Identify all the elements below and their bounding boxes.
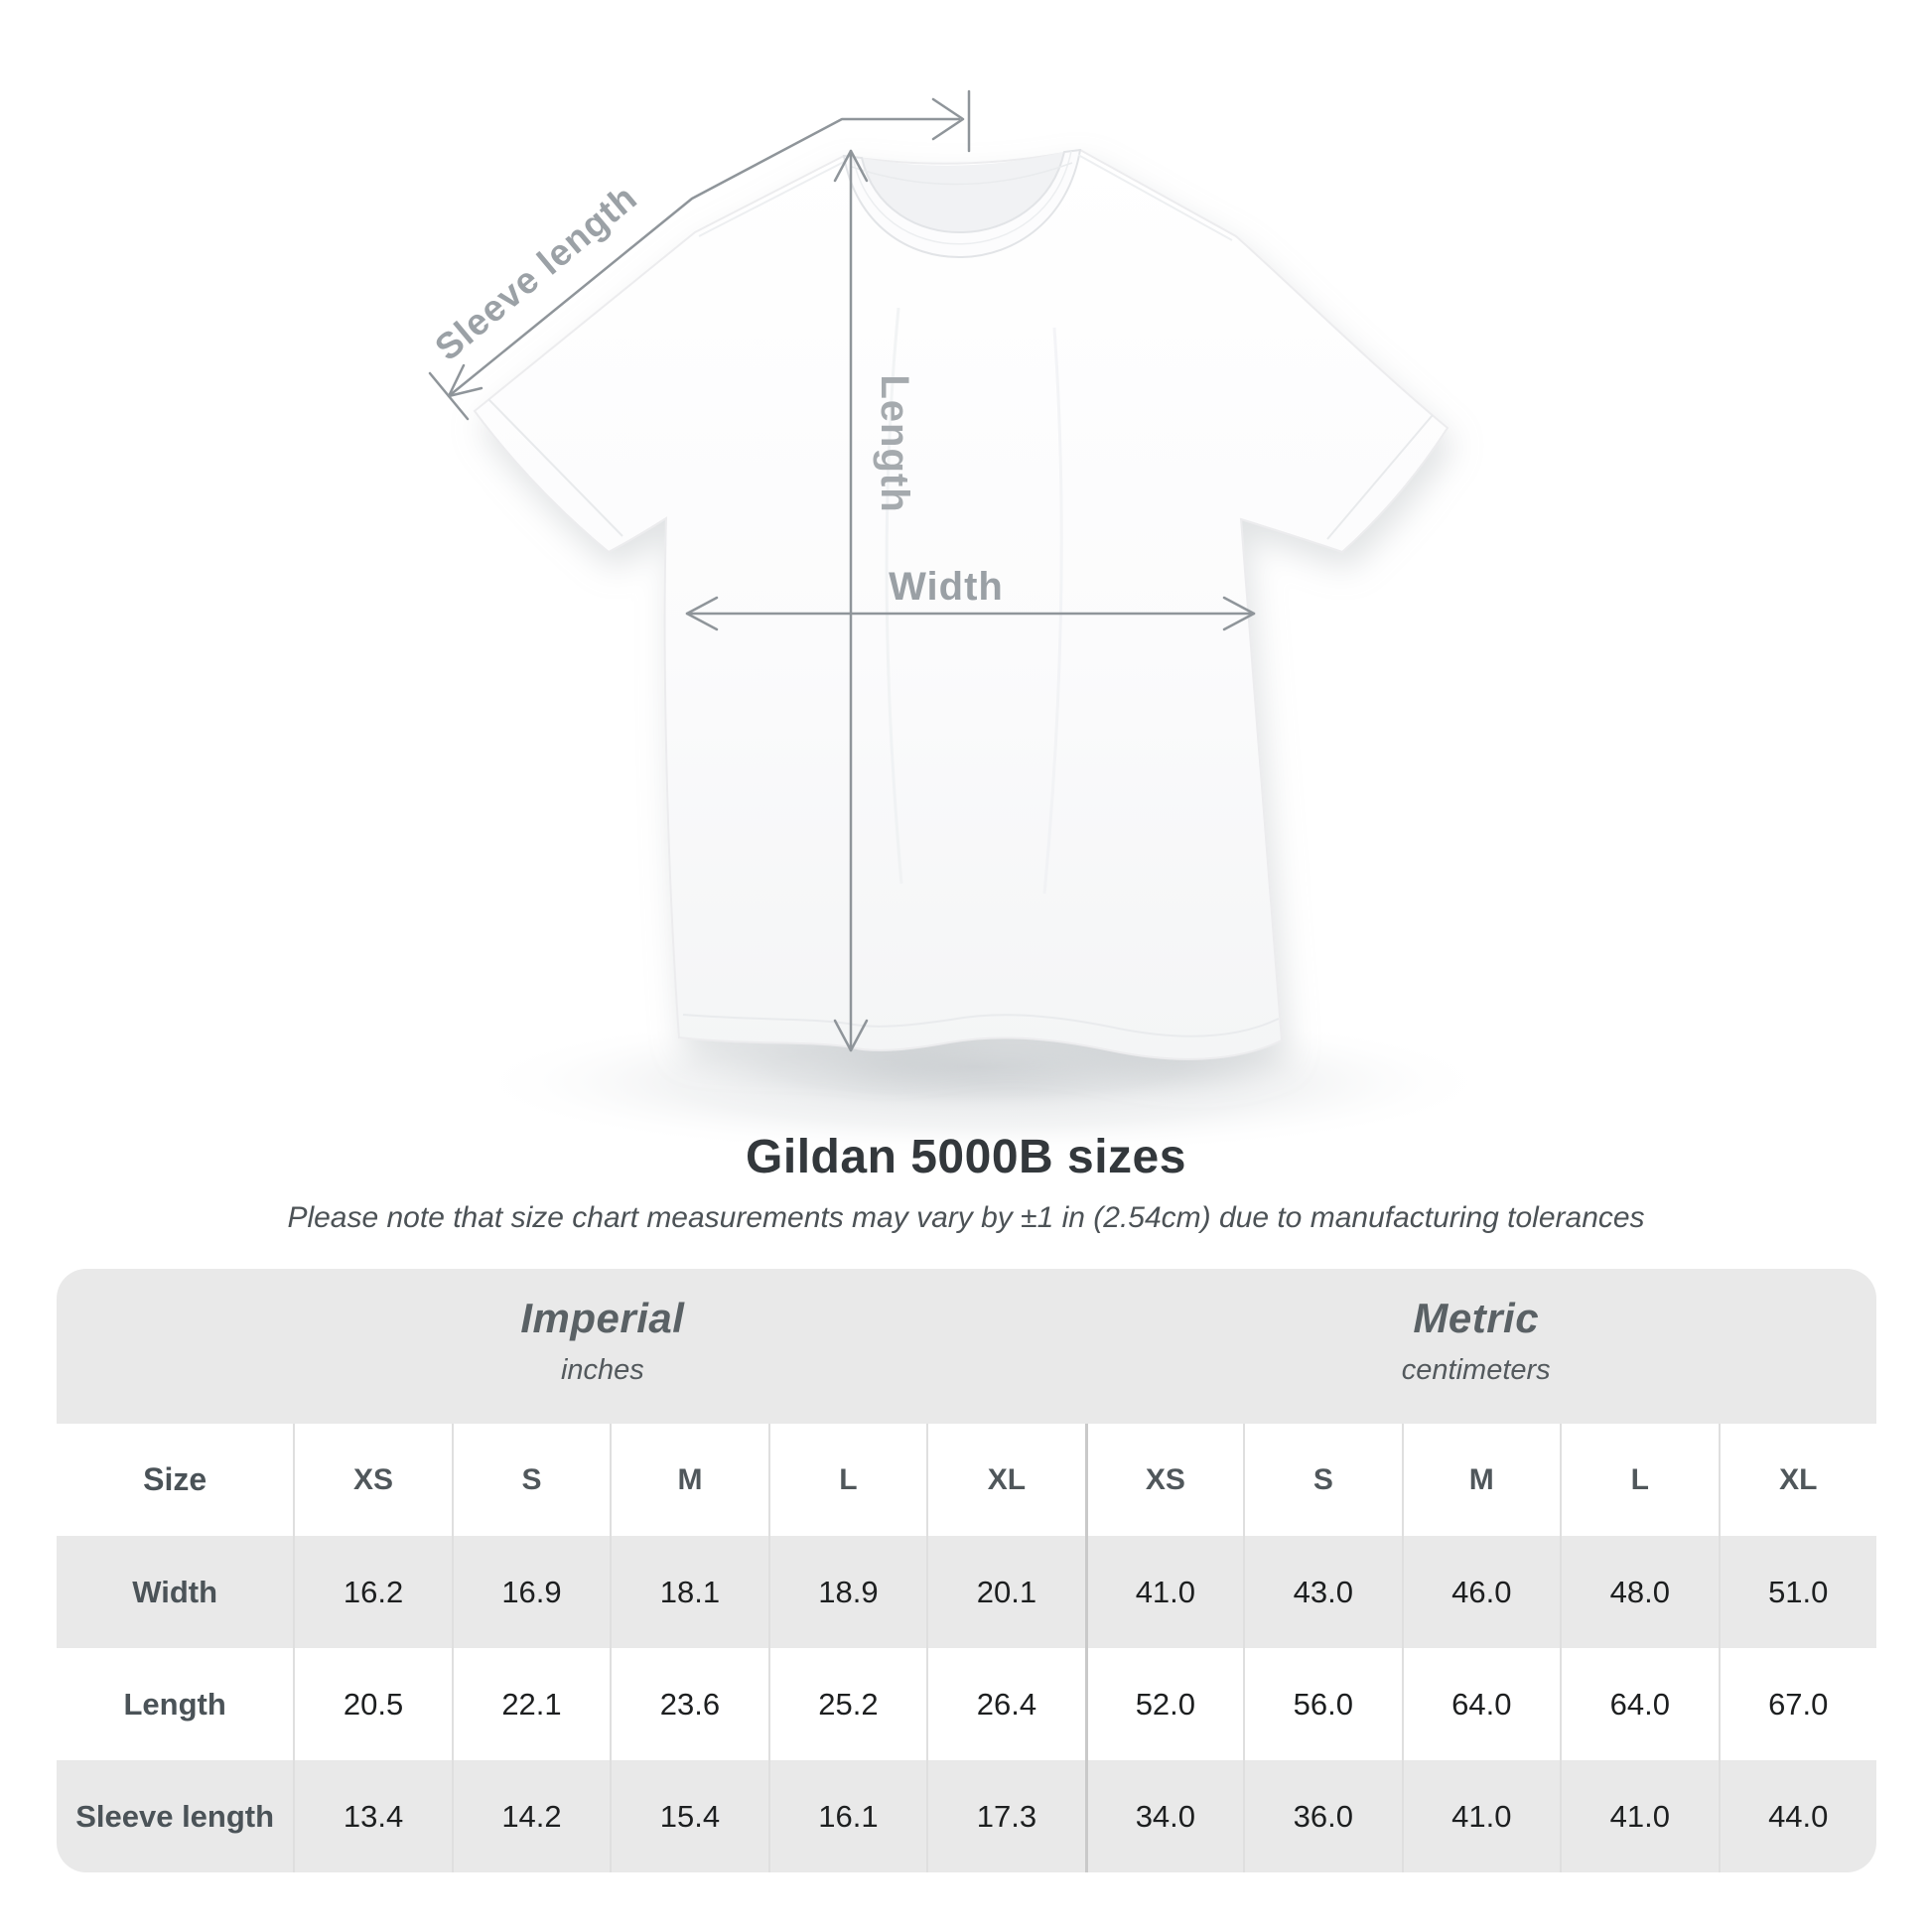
table-row-length (57, 1648, 1876, 1760)
row-label: Length (123, 1686, 226, 1722)
imperial-unit: inches (560, 1354, 644, 1386)
units-band (57, 1269, 1876, 1424)
table-cell: 16.2 (293, 1536, 451, 1648)
size-table (57, 1269, 1876, 1872)
table-cell: 23.6 (610, 1648, 767, 1760)
unit-group-metric (1402, 1269, 1551, 1387)
table-row-width (57, 1536, 1876, 1648)
row-label: Width (132, 1574, 218, 1609)
table-cell: 43.0 (1243, 1536, 1401, 1648)
page-subtitle: Please note that size chart measurements may vary by ±1 in (2.54cm) due to manufacturing tolerances (287, 1201, 1645, 1234)
table-cell: 56.0 (1243, 1648, 1401, 1760)
size-col-header: XS (1085, 1424, 1243, 1536)
table-cell: 41.0 (1402, 1760, 1560, 1872)
size-header-cell: Size (143, 1461, 207, 1497)
table-cell: 48.0 (1560, 1536, 1718, 1648)
size-col-header: XL (926, 1424, 1084, 1536)
sleeve-length-label: Sleeve length (427, 176, 645, 368)
table-cell: 20.1 (926, 1536, 1084, 1648)
table-cell: 52.0 (1085, 1648, 1243, 1760)
table-cell: 14.2 (452, 1760, 610, 1872)
table-cell: 41.0 (1085, 1536, 1243, 1648)
table-cell: 64.0 (1402, 1648, 1560, 1760)
unit-group-imperial (520, 1269, 684, 1387)
table-header-row (57, 1424, 1876, 1536)
table-cell: 67.0 (1719, 1648, 1876, 1760)
table-cell: 18.1 (610, 1536, 767, 1648)
table-cell: 20.5 (293, 1648, 451, 1760)
table-cell: 18.9 (768, 1536, 926, 1648)
width-label: Width (889, 565, 1004, 609)
length-label: Length (873, 374, 916, 513)
table-cell: 17.3 (926, 1760, 1084, 1872)
table-cell: 64.0 (1560, 1648, 1718, 1760)
size-col-header: M (610, 1424, 767, 1536)
size-col-header: XL (1719, 1424, 1876, 1536)
table-cell: 36.0 (1243, 1760, 1401, 1872)
sleeve-end-tick (430, 373, 468, 419)
table-cell: 25.2 (768, 1648, 926, 1760)
size-col-header: S (1243, 1424, 1401, 1536)
table-cell: 13.4 (293, 1760, 451, 1872)
metric-title: Metric (1413, 1295, 1540, 1341)
table-cell: 44.0 (1719, 1760, 1876, 1872)
size-col-header: S (452, 1424, 610, 1536)
table-cell: 16.1 (768, 1760, 926, 1872)
size-col-header: L (1560, 1424, 1718, 1536)
size-col-header: L (768, 1424, 926, 1536)
table-cell: 26.4 (926, 1648, 1084, 1760)
size-col-header: XS (293, 1424, 451, 1536)
size-col-header: M (1402, 1424, 1560, 1536)
page-title: Gildan 5000B sizes (746, 1131, 1186, 1183)
table-row-sleeve-length (57, 1760, 1876, 1872)
table-cell: 15.4 (610, 1760, 767, 1872)
row-label: Sleeve length (75, 1798, 275, 1834)
imperial-title: Imperial (520, 1295, 685, 1341)
table-cell: 16.9 (452, 1536, 610, 1648)
table-cell: 41.0 (1560, 1760, 1718, 1872)
table-cell: 34.0 (1085, 1760, 1243, 1872)
table-cell: 22.1 (452, 1648, 610, 1760)
metric-unit: centimeters (1401, 1354, 1551, 1386)
table-cell: 46.0 (1402, 1536, 1560, 1648)
table-cell: 51.0 (1719, 1536, 1876, 1648)
